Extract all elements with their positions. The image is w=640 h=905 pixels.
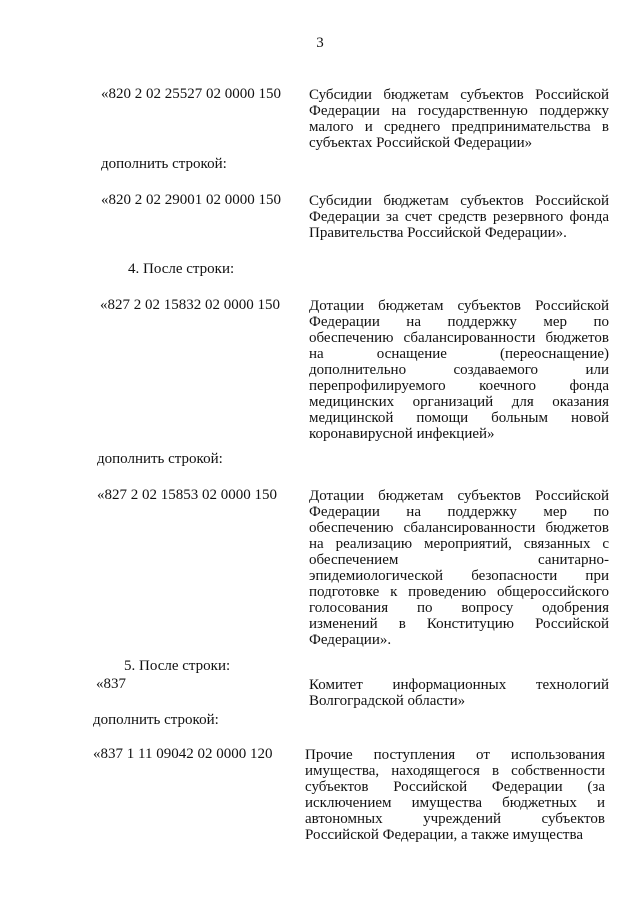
entry-description (309, 298, 609, 442)
description-line: изменений в Конституцию Российской (309, 616, 609, 632)
description-line: перепрофилируемого коечного фонда (309, 378, 609, 394)
description-line: Прочие поступления от использования (305, 747, 605, 763)
description-line: Комитет информационных технологий (309, 677, 609, 693)
budget-code: «827 2 02 15832 02 0000 150 (100, 297, 280, 313)
description-line: медицинской помощи больным новой (309, 410, 609, 426)
description-line: автономных учреждений субъектов (305, 811, 605, 827)
description-line: обеспечению сбалансированности бюджетов (309, 330, 609, 346)
budget-code: «820 2 02 25527 02 0000 150 (101, 86, 281, 102)
description-line: на реализацию мероприятий, связанных с (309, 536, 609, 552)
entry-description (309, 87, 609, 151)
supplement-phrase: дополнить строкой: (97, 451, 223, 467)
item-heading: 5. После строки: (124, 658, 231, 674)
supplement-phrase: дополнить строкой: (93, 712, 219, 728)
description-line: Дотации бюджетам субъектов Российской (309, 298, 609, 314)
description-line: Правительства Российской Федерации». (309, 225, 567, 241)
description-line: Федерации на поддержку мер по (309, 314, 609, 330)
budget-code: «827 2 02 15853 02 0000 150 (97, 487, 277, 503)
description-line: голосования по вопросу одобрения (309, 600, 609, 616)
description-line: на оснащение (переоснащение) (309, 346, 609, 362)
description-line: Федерации на поддержку мер по (309, 504, 609, 520)
description-line: имущества, находящегося в собственности (305, 763, 605, 779)
description-line: эпидемиологической безопасности при (309, 568, 609, 584)
description-line: Федерации за счет средств резервного фонда (309, 209, 609, 225)
description-line: подготовке к проведению общероссийского (309, 584, 609, 600)
description-line: Федерации». (309, 632, 392, 648)
description-line: субъектах Российской Федерации» (309, 135, 533, 151)
description-line: коронавирусной инфекцией» (309, 426, 495, 442)
description-line: медицинских организаций для оказания (309, 394, 609, 410)
page-number: 3 (316, 35, 324, 51)
description-line: обеспечением санитарно- (309, 552, 609, 568)
description-line: Субсидии бюджетам субъектов Российской (309, 87, 609, 103)
budget-code: «837 1 11 09042 02 0000 120 (93, 746, 273, 762)
description-line: Российской Федерации, а также имущества (305, 827, 584, 843)
description-line: субъектов Российской Федерации (за (305, 779, 605, 795)
budget-code: «820 2 02 29001 02 0000 150 (101, 192, 281, 208)
description-line: обеспечению сбалансированности бюджетов (309, 520, 609, 536)
entry-description (305, 747, 605, 843)
description-line: Дотации бюджетам субъектов Российской (309, 488, 609, 504)
supplement-phrase: дополнить строкой: (101, 156, 227, 172)
description-line: дополнительно создаваемого или (309, 362, 609, 378)
description-line: малого и среднего предпринимательства в (309, 119, 609, 135)
budget-code: «837 (96, 676, 126, 692)
description-line: исключением имущества бюджетных и (305, 795, 605, 811)
entry-description (309, 488, 609, 648)
description-line: Субсидии бюджетам субъектов Российской (309, 193, 609, 209)
description-line: Федерации на государственную поддержку (309, 103, 609, 119)
item-heading: 4. После строки: (128, 261, 235, 277)
entry-description (309, 193, 609, 241)
description-line: Волгоградской области» (309, 693, 466, 709)
entry-description (309, 677, 609, 709)
